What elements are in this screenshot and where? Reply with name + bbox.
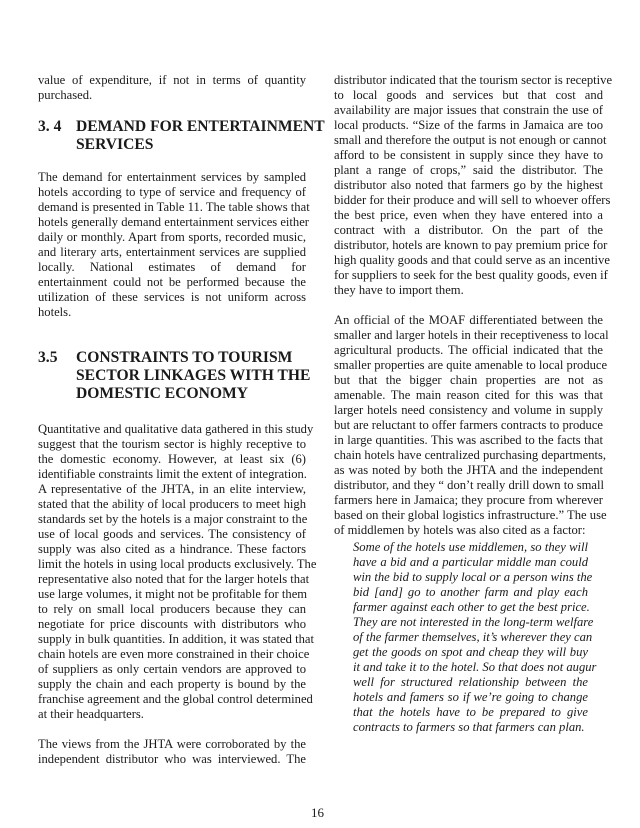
text-line: value of expenditure, if not in terms of quantity	[38, 73, 306, 87]
text-line: distributor, and they “ don’t really drill down to small	[334, 478, 604, 492]
text-line: entertainment could not be performed because the	[38, 275, 306, 289]
page-number: 16	[311, 805, 324, 820]
quote-line: that the hotels have to be prepared to give	[353, 705, 588, 719]
text-line: distributor, hotels are known to pay premium price for	[334, 238, 608, 252]
text-line: daily or monthly. Apart from sports, recorded music,	[38, 230, 306, 244]
text-line: utilization of these services is not uniform across	[38, 290, 306, 304]
text-line: distributor indicated that the tourism sector is receptive	[334, 73, 613, 87]
text-line: independent distributor who was interviewed. The	[38, 752, 306, 766]
text-line: but are reluctant to offer farmers contracts to produce	[334, 418, 604, 432]
text-line: identifiable constraints limit the extent of integration.	[38, 467, 307, 481]
text-line: An official of the MOAF differentiated between the	[334, 313, 603, 327]
section-number: 3.5	[38, 349, 58, 366]
text-line: the domestic economy. However, at least six (6)	[38, 452, 306, 466]
quote-line: They are not interested in the long-term welfare	[353, 615, 594, 629]
text-line: smaller properties are quite amenable to local produce	[334, 358, 608, 372]
text-line: chain hotels have centralized purchasing departments,	[334, 448, 607, 462]
text-line: supply in bulk quantities. In addition, it was stated that	[38, 632, 314, 646]
text-line: distributor also noted that farmers go by the highest	[334, 178, 603, 192]
text-line: based on their global logistics infrastructure.” The use	[334, 508, 607, 522]
text-line: they have to import them.	[334, 283, 464, 297]
text-line: in large quantities. This was ascribed to the facts that	[334, 433, 603, 447]
text-line: The demand for entertainment services by sampled	[38, 170, 306, 184]
text-line: for suppliers to seek for the best quality goods, even if	[334, 268, 608, 282]
quote-line: have a bid and a particular middle man could	[353, 555, 588, 569]
quote-line: hotels and famers so if we’re going to change	[353, 690, 588, 704]
text-line: suggest that the tourism sector is highly receptive to	[38, 437, 306, 451]
text-line: the best price, even when they have entered into a	[334, 208, 603, 222]
text-line: demand is presented in Table 11. The table shows that	[38, 200, 310, 214]
text-line: of suppliers as only certain vendors are approved to	[38, 662, 306, 676]
text-line: of middlemen by hotels was also cited as a factor:	[334, 523, 586, 537]
text-line: A representative of the JHTA, in an elite interview,	[38, 482, 306, 496]
quote-line: of the farmer themselves, it’s wherever they can	[353, 630, 593, 644]
quote-line: get the goods on spot and cheap they will buy	[353, 645, 588, 659]
text-line: Quantitative and qualitative data gathered in this study	[38, 422, 314, 436]
text-line: smaller and larger hotels in their receptiveness to local	[334, 328, 609, 342]
text-line: limit the hotels in using local products exclusively. The	[38, 557, 317, 571]
text-line: plant a range of crops,” said the distributor. The	[334, 163, 603, 177]
text-line: larger hotels need consistency and volume in supply	[334, 403, 603, 417]
text-line: bidder for their produce and will sell to whoever offers	[334, 193, 611, 207]
text-line: agricultural products. The official indicated that the	[334, 343, 603, 357]
text-line: supply was also cited as a hindrance. These factors	[38, 542, 306, 556]
text-line: purchased.	[38, 88, 93, 102]
section-number: 3. 4	[38, 118, 62, 135]
text-line: afford to be consistent in supply since they have to	[334, 148, 603, 162]
text-line: as was noted by both the JHTA and the independent	[334, 463, 603, 477]
text-line: hotels.	[38, 305, 72, 319]
text-line: franchise agreement and the global control determined	[38, 692, 313, 706]
text-line: but that the bigger chain properties are not as	[334, 373, 603, 387]
text-line: local products. “Size of the farms in Jamaica are too	[334, 118, 603, 132]
text-line: standards set by the hotels is a major constraint to the	[38, 512, 308, 526]
text-line: to rely on small local producers because they can	[38, 602, 306, 616]
quote-line: bid [and] go to another farm and play each	[353, 585, 588, 599]
text-line: contract with a distributor. On the part of the	[334, 223, 603, 237]
section-title-line: DOMESTIC ECONOMY	[76, 385, 248, 402]
text-line: The views from the JHTA were corroborated by the	[38, 737, 306, 751]
text-line: at their headquarters.	[38, 707, 144, 721]
text-line: chain hotels are even more constrained in their choice	[38, 647, 310, 661]
text-line: and literary arts, entertainment services are supplied	[38, 245, 306, 259]
text-line: stated that the ability of local producers to meet high	[38, 497, 306, 511]
text-line: hotels according to type of service and frequency of	[38, 185, 306, 199]
text-line: use large volumes, it might not be profitable for them	[38, 587, 308, 601]
text-line: locally. National estimates of demand for	[38, 260, 306, 274]
text-line: amenable. The main reason cited for this was that	[334, 388, 603, 402]
quote-line: win the bid to supply local or a person wins the	[353, 570, 593, 584]
section-title-line: CONSTRAINTS TO TOURISM	[76, 349, 293, 366]
text-line: high quality goods and that could serve as an incentive	[334, 253, 610, 267]
quote-line: contracts to farmers so that farmers can plan.	[353, 720, 585, 734]
section-title-line: DEMAND FOR ENTERTAINMENT	[76, 118, 325, 135]
section-title-line: SERVICES	[76, 136, 154, 153]
text-line: to local goods and services but that cost and	[334, 88, 603, 102]
section-title-line: SECTOR LINKAGES WITH THE	[76, 367, 311, 384]
text-line: small and therefore the output is not enough or cannot	[334, 133, 607, 147]
quote-line: well for structured relationship between the	[353, 675, 588, 689]
text-line: representative also noted that for the larger hotels that	[38, 572, 310, 586]
text-line: negotiate for price discounts with distributors who	[38, 617, 306, 631]
text-line: farmers here in Jamaica; they procure from wherever	[334, 493, 603, 507]
text-line: supply the chain and each property is bound by the	[38, 677, 306, 691]
quote-line: it and take it to the hotel. So that does not augur	[353, 660, 597, 674]
text-line: use of local goods and services. The consistency of	[38, 527, 306, 541]
quote-line: Some of the hotels use middlemen, so they will	[353, 540, 588, 554]
text-line: hotels generally demand entertainment services either	[38, 215, 310, 229]
quote-line: farmer against each other to get the best price.	[353, 600, 590, 614]
text-line: availability are major issues that constrain the use of	[334, 103, 603, 117]
